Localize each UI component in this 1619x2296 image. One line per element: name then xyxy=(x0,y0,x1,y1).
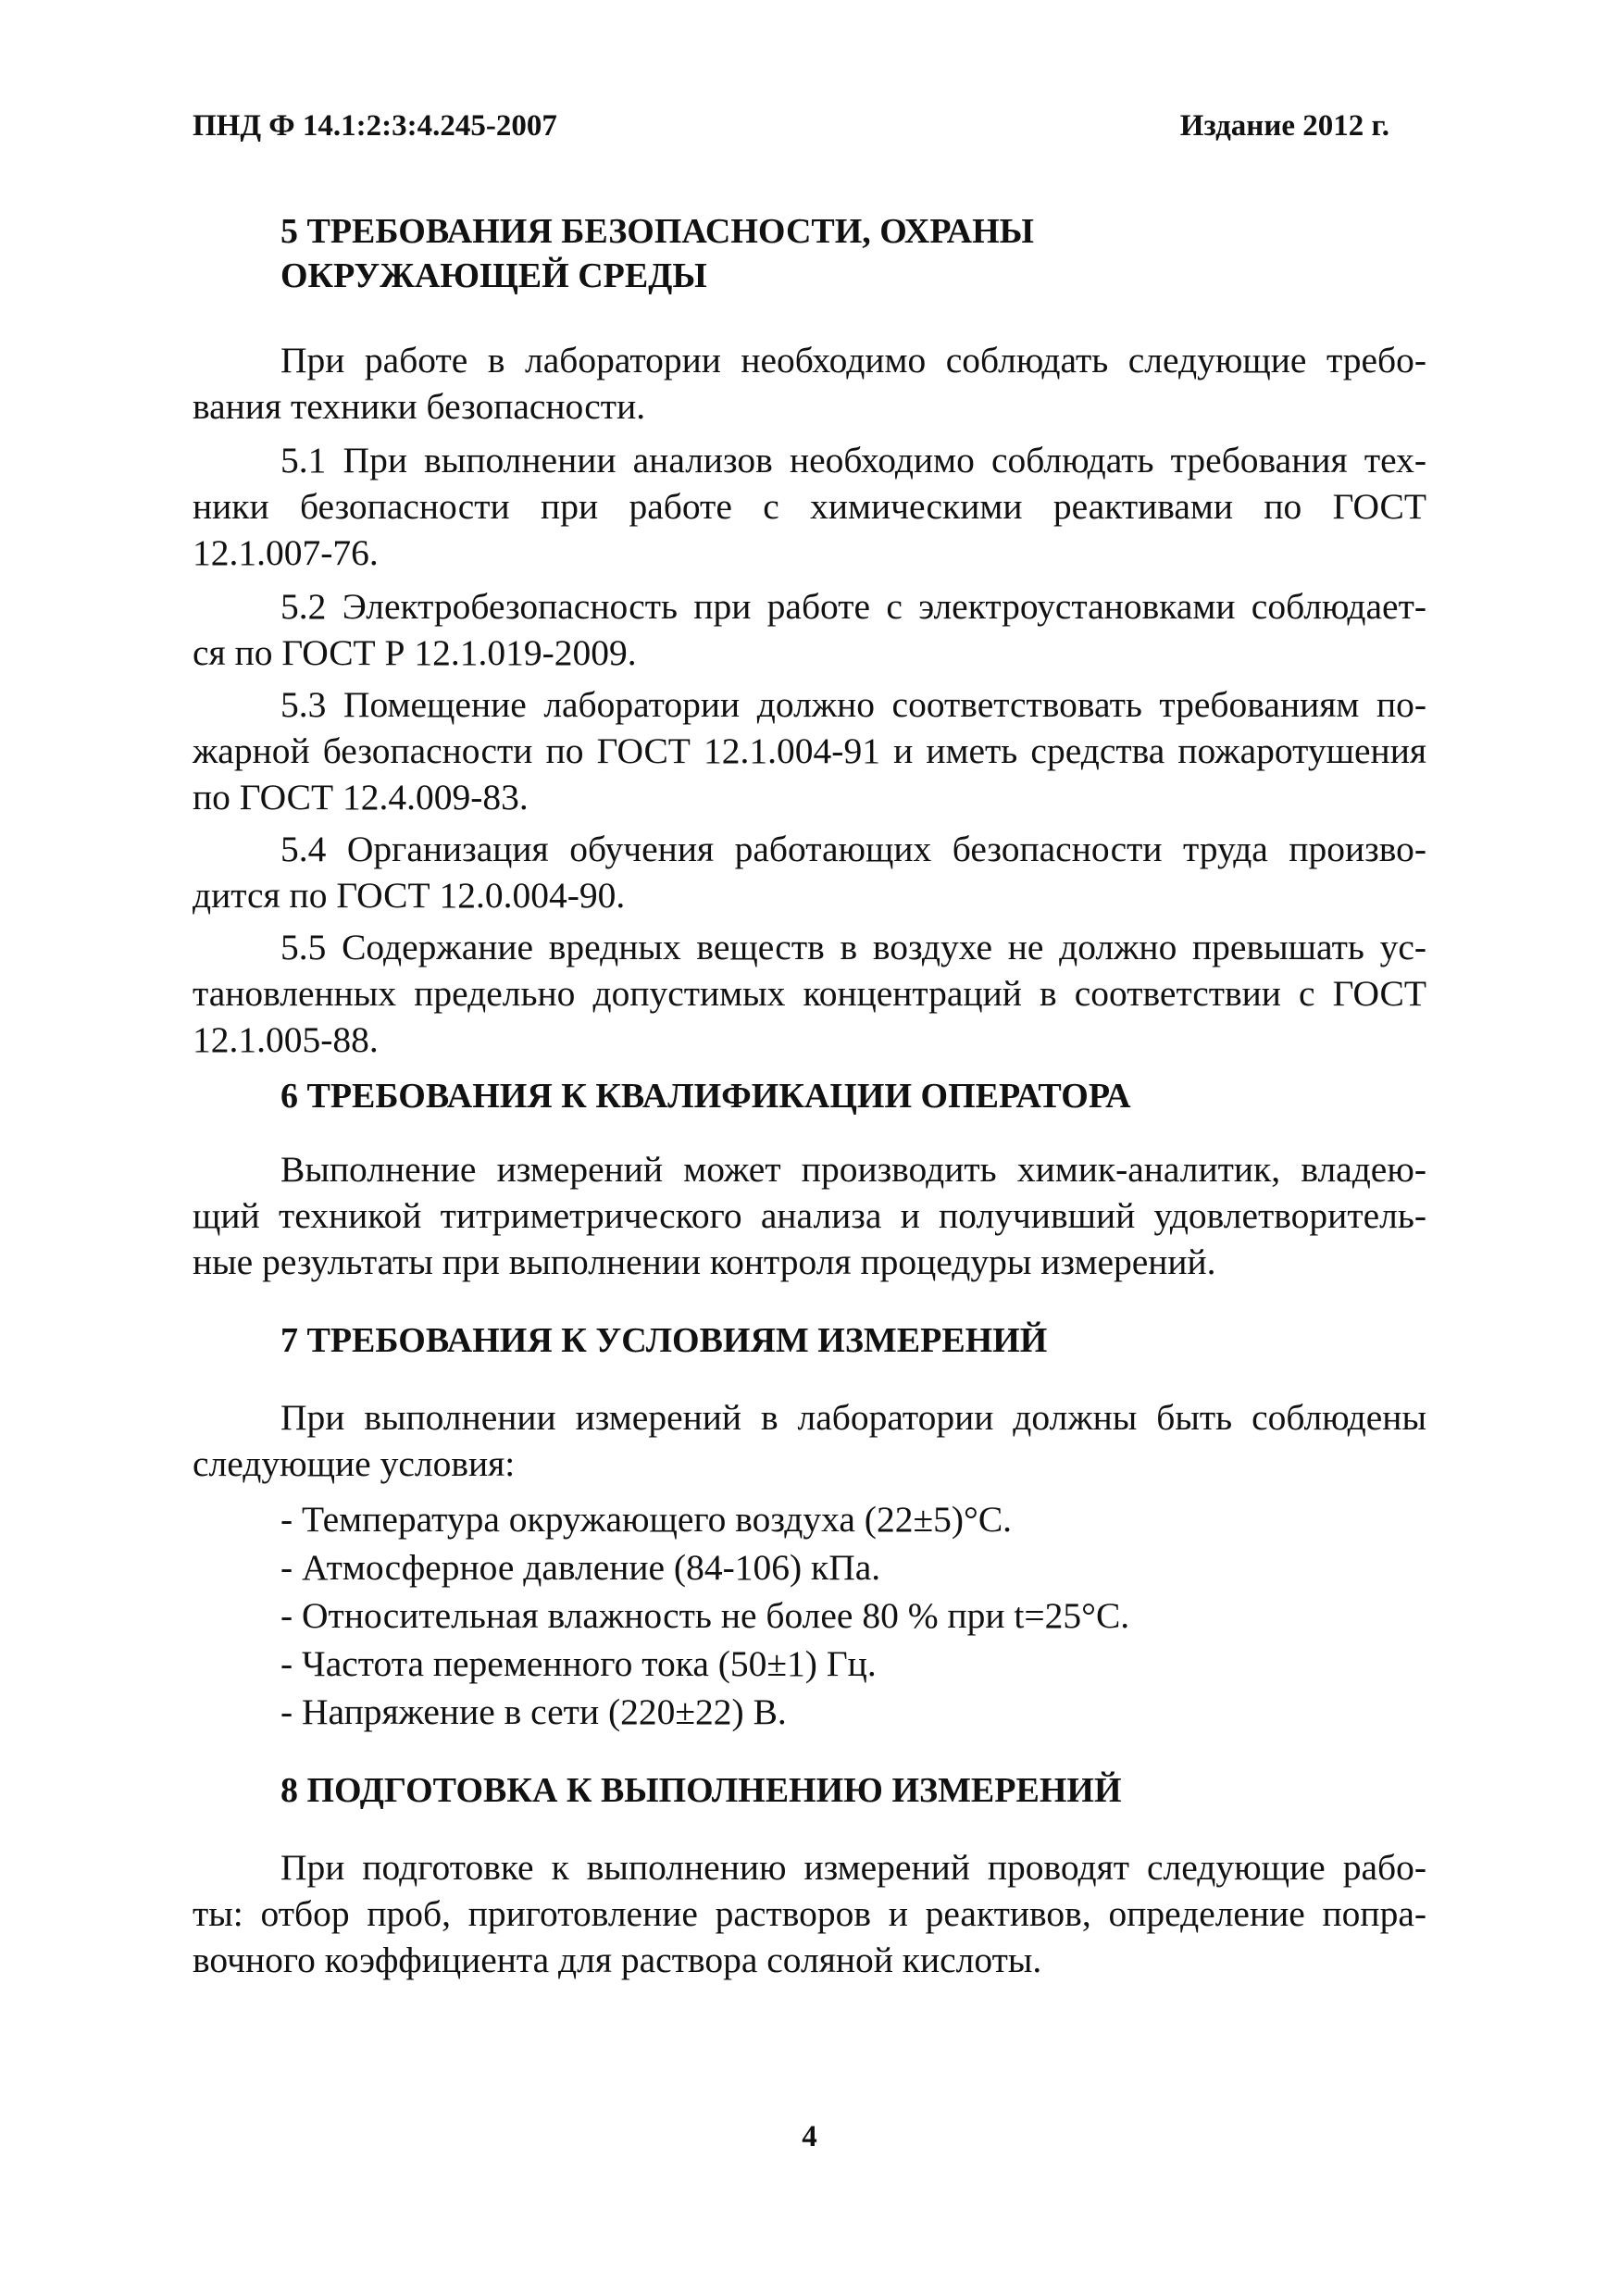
s5-p2-line-3: 12.1.007-76. xyxy=(193,532,379,573)
s8-p1-line-2: ты: отбор проб, приготовление растворов и реактивов, определение попра- xyxy=(193,1893,1426,1934)
section-5-heading-line-2: ОКРУЖАЮЩЕЙ СРЕДЫ xyxy=(280,256,707,295)
s5-p4-line-1: 5.3 Помещение лаборатории должно соответствовать требованиям по- xyxy=(280,684,1426,725)
s5-p6-line-1: 5.5 Содержание вредных веществ в воздухе не должно превышать ус- xyxy=(280,927,1426,967)
s5-p1-line-2: вания техники безопасности. xyxy=(193,386,646,427)
s5-p2-line-2: ники безопасности при работе с химическими реактивами по ГОСТ xyxy=(193,486,1426,527)
section-5-heading-line-1: 5 ТРЕБОВАНИЯ БЕЗОПАСНОСТИ, ОХРАНЫ xyxy=(280,212,1034,251)
condition-humidity: - Относительная влажность не более 80 % при t=25°С. xyxy=(280,1595,1130,1636)
s7-p1-line-1: При выполнении измерений в лаборатории должны быть соблюдены xyxy=(280,1397,1426,1438)
s5-p1-line-1: При работе в лаборатории необходимо соблюдать следующие требо- xyxy=(280,340,1426,381)
section-7-heading: 7 ТРЕБОВАНИЯ К УСЛОВИЯМ ИЗМЕРЕНИЙ xyxy=(280,1321,1048,1360)
condition-pressure: - Атмосферное давление (84-106) кПа. xyxy=(280,1547,881,1588)
s5-p4-line-3: по ГОСТ 12.4.009-83. xyxy=(193,777,529,817)
s6-p1-line-3: ные результаты при выполнении контроля процедуры измерений. xyxy=(193,1242,1216,1282)
s8-p1-line-1: При подготовке к выполнению измерений проводят следующие рабо- xyxy=(280,1847,1426,1888)
page-number: 4 xyxy=(802,2120,817,2153)
s8-p1-line-3: вочного коэффициента для раствора соляной кислоты. xyxy=(193,1940,1042,1980)
edition-label: Издание 2012 г. xyxy=(1179,109,1389,143)
s5-p5-line-2: дится по ГОСТ 12.0.004-90. xyxy=(193,875,626,916)
s7-p1-line-2: следующие условия: xyxy=(193,1443,516,1484)
s5-p6-line-3: 12.1.005-88. xyxy=(193,1019,379,1060)
document-code: ПНД Ф 14.1:2:3:4.245-2007 xyxy=(193,109,557,143)
s5-p2-line-1: 5.1 При выполнении анализов необходимо соблюдать требования тех- xyxy=(280,440,1426,480)
condition-temperature: - Температура окружающего воздуха (22±5)°С. xyxy=(280,1499,1013,1540)
section-6-heading: 6 ТРЕБОВАНИЯ К КВАЛИФИКАЦИИ ОПЕРАТОРА xyxy=(280,1077,1131,1116)
s6-p1-line-1: Выполнение измерений может производить химик-аналитик, владею- xyxy=(280,1149,1426,1190)
s6-p1-line-2: щий техникой титриметрического анализа и получивший удовлетворитель- xyxy=(193,1195,1426,1236)
section-8-heading: 8 ПОДГОТОВКА К ВЫПОЛНЕНИЮ ИЗМЕРЕНИЙ xyxy=(280,1771,1122,1810)
s5-p4-line-2: жарной безопасности по ГОСТ 12.1.004-91 и иметь средства пожаротушения xyxy=(193,730,1426,771)
s5-p3-line-1: 5.2 Электробезопасность при работе с электроустановками соблюдает- xyxy=(280,586,1426,627)
s5-p3-line-2: ся по ГОСТ Р 12.1.019-2009. xyxy=(193,632,637,673)
s5-p5-line-1: 5.4 Организация обучения работающих безопасности труда произво- xyxy=(280,829,1426,869)
condition-voltage: - Напряжение в сети (220±22) В. xyxy=(280,1691,787,1732)
condition-frequency: - Частота переменного тока (50±1) Гц. xyxy=(280,1643,877,1684)
s5-p6-line-2: тановленных предельно допустимых концентраций в соответствии с ГОСТ xyxy=(193,973,1426,1014)
